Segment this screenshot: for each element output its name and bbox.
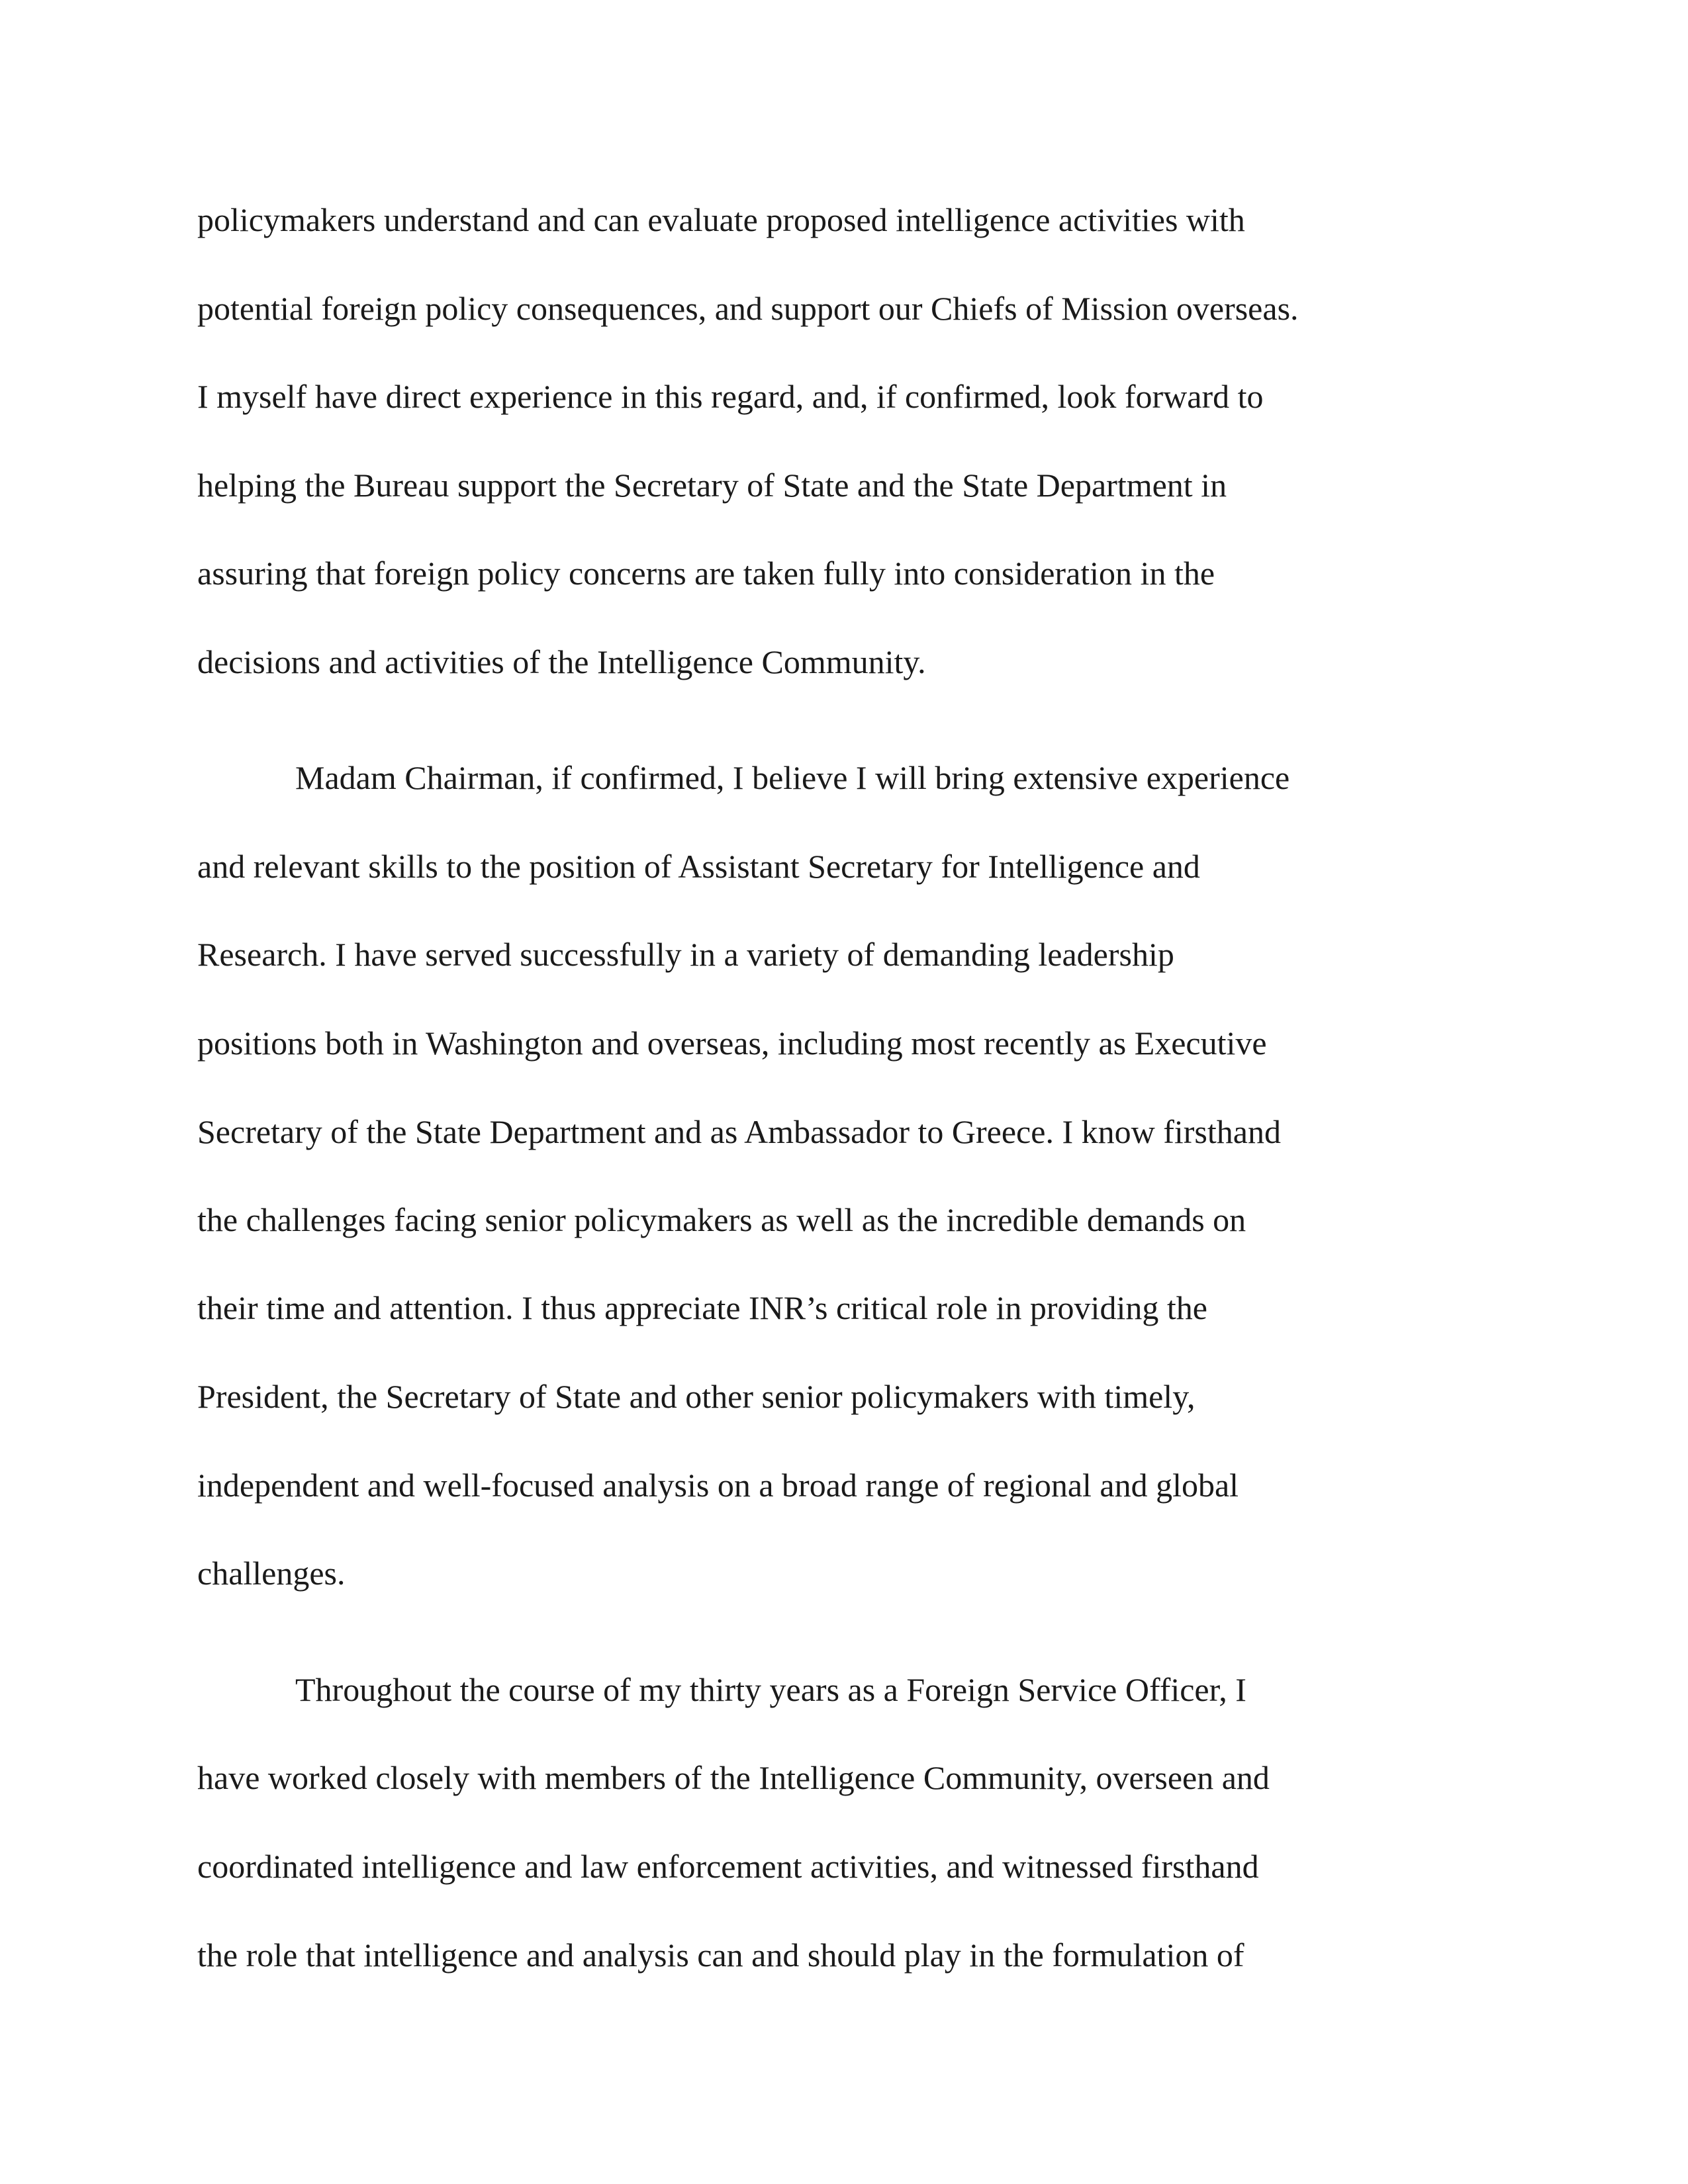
paragraph-2-line-8: President, the Secretary of State and other senior policymakers with timely, — [197, 1378, 1196, 1415]
paragraph-2-line-2: and relevant skills to the position of Assistant Secretary for Intelligence and — [197, 848, 1200, 885]
paragraph-1-line-6: decisions and activities of the Intelligence Community. — [197, 643, 926, 680]
paragraph-2-line-4: positions both in Washington and overseas, including most recently as Executive — [197, 1024, 1267, 1062]
paragraph-1-line-5: assuring that foreign policy concerns are taken fully into consideration in the — [197, 555, 1215, 592]
paragraph-1-line-1: policymakers understand and can evaluate proposed intelligence activities with — [197, 201, 1245, 238]
paragraph-2-line-1: Madam Chairman, if confirmed, I believe I will bring extensive experience — [295, 759, 1290, 796]
paragraph-3-line-2: have worked closely with members of the Intelligence Community, overseen and — [197, 1759, 1270, 1796]
paragraph-1-line-4: helping the Bureau support the Secretary of State and the State Department in — [197, 467, 1227, 504]
paragraph-1-line-3: I myself have direct experience in this regard, and, if confirmed, look forward to — [197, 378, 1264, 415]
paragraph-2-line-3: Research. I have served successfully in a variety of demanding leadership — [197, 936, 1174, 973]
paragraph-2-line-9: independent and well-focused analysis on a broad range of regional and global — [197, 1467, 1239, 1504]
paragraph-3-line-1: Throughout the course of my thirty years as a Foreign Service Officer, I — [295, 1671, 1246, 1708]
paragraph-3-line-3: coordinated intelligence and law enforcement activities, and witnessed firsthand — [197, 1848, 1259, 1885]
paragraph-2-line-7: their time and attention. I thus appreciate INR’s critical role in providing the — [197, 1289, 1207, 1326]
paragraph-1-line-2: potential foreign policy consequences, and support our Chiefs of Mission overseas. — [197, 290, 1299, 327]
paragraph-3-line-4: the role that intelligence and analysis can and should play in the formulation of — [197, 1936, 1244, 1974]
paragraph-2-line-10: challenges. — [197, 1555, 346, 1592]
paragraph-2-line-6: the challenges facing senior policymakers as well as the incredible demands on — [197, 1201, 1246, 1238]
paragraph-2-line-5: Secretary of the State Department and as Ambassador to Greece. I know firsthand — [197, 1113, 1281, 1150]
